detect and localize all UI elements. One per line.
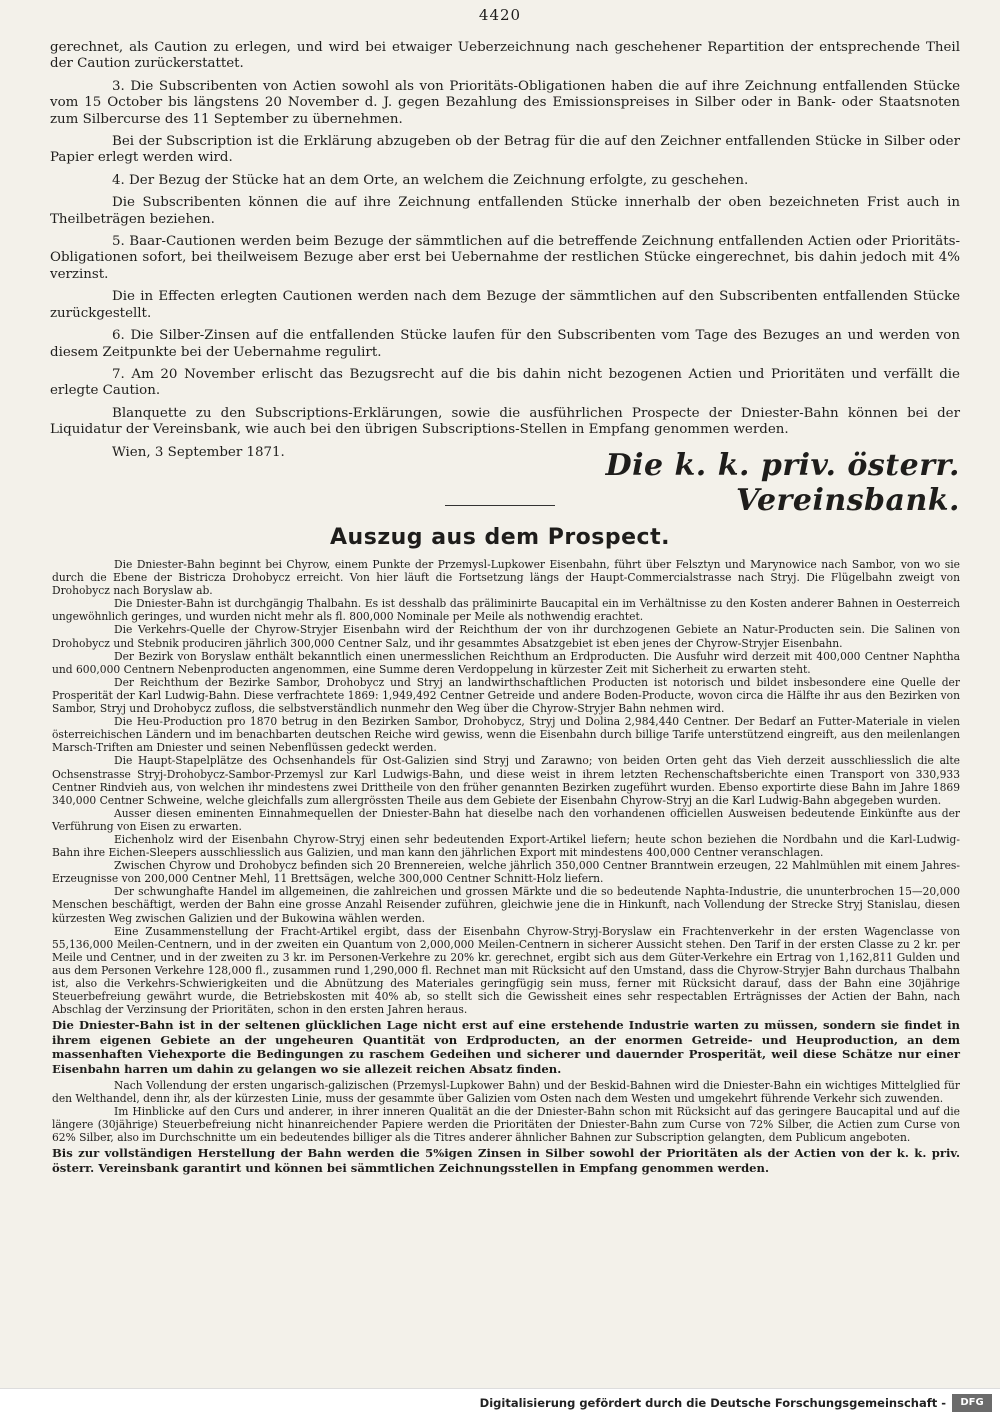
- paragraph: Die Haupt-Stapelplätze des Ochsenhandels für Ost-Galizien sind Stryj und Zarawno; von beiden Orten geht das Vieh derzeit ausschliesslich die alte Ochsenstrasse Stryj-Drohobycz-Sambor-Przemysl zur Karl Ludwigs-Bahn, und diese weist in ihrem letzten Rechenschaftsberichte einen Transport von 330,933 Centner Rindvieh aus, von welchen ihr mindestens zwei Drittheile von den früher genannten Bezirken zugeführt wurden. Ebenso exportirte diese Bahn im Jahre 1869 340,000 Centner Schweine, welche gleichfalls zum allergrössten Theile aus dem Gebiete der Eisenbahn Chyrow-Stryj an die Karl Ludwig-Bahn abgegeben wurden.: [52, 754, 960, 807]
- prospect-excerpt: [52, 558, 960, 1177]
- paragraph: 7. Am 20 November erlischt das Bezugsrecht auf die bis dahin nicht bezogenen Actien und Prioritäten und verfällt die erlegte Caution.: [50, 366, 960, 399]
- paragraph: Die Dniester-Bahn beginnt bei Chyrow, einem Punkte der Przemysl-Lupkower Eisenbahn, führt über Felsztyn und Marynowice nach Sambor, von wo sie durch die Ebene der Bistricza Drohobycz erreicht. Von hier läuft die Fortsetzung längs der Haupt-Commercialstrasse nach Stryj. Die Flügelbahn zweigt von Drohobycz nach Boryslaw ab.: [52, 558, 960, 598]
- paragraph: Im Hinblicke auf den Curs und anderer, in ihrer inneren Qualität an die der Dniester-Bahn schon mit Rücksicht auf das geringere Baucapital und auf die längere (30jährige) Steuerbefreiung nicht hinanreichender Papiere werden die Prioritäten der Dniester-Bahn zum Curse von 72% Silber, die Actien zum Curse von 62% Silber, also im Durchschnitte um ein bedeutendes billiger als die Titres anderer ähnlicher Bahnen zur Subscription gelangten, dem Publicum angeboten.: [52, 1104, 960, 1145]
- digitization-footer: [0, 1388, 1000, 1418]
- paragraph: Bei der Subscription ist die Erklärung abzugeben ob der Betrag für die auf den Zeichner entfallenden Stücke in Silber oder Papier erlegt werden wird.: [50, 134, 960, 166]
- paragraph: Die Heu-Production pro 1870 betrug in den Bezirken Sambor, Drohobycz, Stryj und Dolina 2,984,440 Centner. Der Bedarf an Futter-Materiale in vielen österreichischen Ländern und im benachbarten deutschen Reiche wird gewiss, wenn die Eisenbahn durch billige Tarife unterstützend eingreift, aus den meilenlangen Marsch-Triften am Dniester und seinen Nebenflüssen gedeckt werden.: [52, 715, 960, 755]
- paragraph: 5. Baar-Cautionen werden beim Bezuge der sämmtlichen auf die betreffende Zeichnung entfallenden Actien oder Prioritäts-Obligationen sofort, bei theilweisem Bezuge aber erst bei Uebernahme der restlichen Stücke eingerechnet, bis dahin jedoch mit 4% verzinst.: [50, 234, 960, 282]
- paragraph: 3. Die Subscribenten von Actien sowohl als von Prioritäts-Obligationen haben die auf ihre Zeichnung entfallenden Stücke vom 15 October bis längstens 20 November d. J. gegen Bezahlung des Emissionspreises in Silber oder in Bank- oder Staatsnoten zum Silbercurse des 11 September zu übernehmen.: [50, 78, 960, 127]
- paragraph: Eichenholz wird der Eisenbahn Chyrow-Stryj einen sehr bedeutenden Export-Artikel liefern; heute schon beziehen die Nordbahn und die Karl-Ludwig-Bahn ihre Eichen-Sleepers ausschliesslich aus Galizien, und man kann den jährlichen Export mit mindestens 400,000 Centner veranschlagen.: [52, 832, 960, 860]
- paragraph: Die Dniester-Bahn ist durchgängig Thalbahn. Es ist desshalb das präliminirte Baucapital ein im Verhältnisse zu den Kosten anderer Bahnen in Oesterreich ungewöhnlich geringes, und wurden nicht mehr als fl. 800,000 Nominale per Meile als nothwendig erachtet.: [52, 597, 960, 624]
- subscription-conditions: [50, 40, 960, 461]
- page-number: 4420: [478, 6, 522, 24]
- dfg-logo-icon: DFG: [952, 1394, 992, 1412]
- final-bold-paragraph: Bis zur vollständigen Herstellung der Bahn werden die 5%igen Zinsen in Silber sowohl der Prioritäten als der Actien von der k. k. priv. österr. Vereinsbank garantirt und können bei sämmtlichen Zeichnungsstellen in Empfang genommen werden.: [52, 1146, 960, 1175]
- paragraph: Blanquette zu den Subscriptions-Erklärungen, sowie die ausführlichen Prospecte der Dniester-Bahn können bei der Liquidatur der Vereinsbank, wie auch bei den übrigen Subscriptions-Stellen in Empfang genommen werden.: [50, 405, 960, 438]
- signature: Die k. k. priv. österr. Vereinsbank.: [605, 448, 960, 518]
- paragraph: gerechnet, als Caution zu erlegen, und wird bei etwaiger Ueberzeichnung nach geschehener Repartition der entsprechende Theil der Caution zurückerstattet.: [50, 40, 960, 72]
- paragraph: Nach Vollendung der ersten ungarisch-galizischen (Przemysl-Lupkower Bahn) und der Beskid-Bahnen wird die Dniester-Bahn ein wichtiges Mittelglied für den Welthandel, denn ihr, als der kürzesten Linie, muss der gesammte über Galizien vom Osten nach dem Westen und umgekehrt führende Verkehr sich zuwenden.: [52, 1078, 960, 1105]
- paragraph: Der Reichthum der Bezirke Sambor, Drohobycz und Stryj an landwirthschaftlichen Producten ist notorisch und bildet insbesondere eine Quelle der Prosperität der Karl Ludwig-Bahn. Diese verfrachtete 1869: 1,949,492 Centner Getreide und andere Boden-Producte, wovon circa die Hälfte ihr aus den Bezirken von Sambor, Stryj und Drohobycz zufloss, die selbstverständlich nunmehr den Weg über die Chyrow-Stryjer Bahn nehmen wird.: [52, 675, 960, 716]
- paragraph: Die Subscribenten können die auf ihre Zeichnung entfallenden Stücke innerhalb der oben bezeichneten Frist auch in Theilbeträgen beziehen.: [50, 195, 960, 227]
- footer-credit: Digitalisierung gefördert durch die Deutsche Forschungsgemeinschaft -: [479, 1396, 946, 1410]
- prospect-title: Auszug aus dem Prospect.: [330, 525, 670, 550]
- paragraph: Die Verkehrs-Quelle der Chyrow-Stryjer Eisenbahn wird der Reichthum der von ihr durchzogenen Gebiete an Natur-Producten sein. Die Salinen von Drohobycz und Stebnik produciren jährlich 300,000 Centner Salz, und ihr gesammtes Absatzgebiet ist eben jenes der Chyrow-Stryjer Eisenbahn.: [52, 623, 960, 650]
- date-line: Wien, 3 September 1871.: [112, 444, 285, 460]
- paragraph: Der Bezirk von Boryslaw enthält bekanntlich einen unermesslichen Reichthum an Erdproducten. Die Ausfuhr wird derzeit mit 400,000 Centner Naphtha und 600,000 Centnern Nebenproducten angenommen, eine Summe deren Verdoppelung in kürzester Zeit mit Sicherheit zu erwarten steht.: [52, 649, 960, 676]
- paragraph: Ausser diesen eminenten Einnahmequellen der Dniester-Bahn hat dieselbe nach den vorhandenen officiellen Ausweisen bedeutende Einkünfte aus der Verführung von Eisen zu erwarten.: [52, 806, 960, 833]
- paragraph: 4. Der Bezug der Stücke hat an dem Orte, an welchem die Zeichnung erfolgte, zu geschehen.: [112, 172, 749, 188]
- divider: [445, 505, 555, 506]
- paragraph: 6. Die Silber-Zinsen auf die entfallenden Stücke laufen für den Subscribenten vom Tage des Bezuges an und werden von diesem Zeitpunkte bei der Uebernahme regulirt.: [50, 328, 960, 360]
- paragraph: Die in Effecten erlegten Cautionen werden nach dem Bezuge der sämmtlichen auf den Subscribenten entfallenden Stücke zurückgestellt.: [50, 289, 960, 321]
- paragraph: Der schwunghafte Handel im allgemeinen, die zahlreichen und grossen Märkte und die so bedeutende Naphta-Industrie, die ununterbrochen 15—20,000 Menschen beschäftigt, werden der Bahn eine grosse Anzahl Reisender zuführen, gleichwie jene die in Hinkunft, nach Vollendung der Strecke Stryj Stanislau, diesen kürzesten Weg zwischen Galizien und der Bukowina wählen werden.: [52, 885, 960, 925]
- paragraph: Zwischen Chyrow und Drohobycz befinden sich 20 Brennereien, welche jährlich 350,000 Centner Branntwein erzeugen, 22 Mahlmühlen mit einem Jahres-Erzeugnisse von 200,000 Centner Mehl, 11 Brettsägen, welche 300,000 Centner Schnitt-Holz liefern.: [52, 859, 960, 886]
- bold-paragraph: Die Dniester-Bahn ist in der seltenen glücklichen Lage nicht erst auf eine erstehende Industrie warten zu müssen, sondern sie findet in ihrem eigenen Gebiete an der ungeheuren Quantität von Erdproducten, an der enormen Getreide- und Heuproduction, an dem massenhaften Viehexporte die Bedingungen zu raschem Gedeihen und sicherer und dauernder Prosperität, weil diese Schätze nur einer Eisenbahn harren um dahin zu gelangen wo sie allezeit reichen Absatz finden.: [52, 1018, 960, 1077]
- paragraph: Eine Zusammenstellung der Fracht-Artikel ergibt, dass der Eisenbahn Chyrow-Stryj-Boryslaw ein Frachtenverkehr in der ersten Wagenclasse von 55,136,000 Meilen-Centnern, und in der zweiten ein Quantum von 2,000,000 Meilen-Centnern in sicherer Aussicht stehen. Den Tarif in der ersten Classe zu 2 kr. per Meile und Centner, und in der zweiten zu 3 kr. im Personen-Verkehre zu 20% kr. gerechnet, ergibt sich aus dem Güter-Verkehre ein Ertrag von 1,162,811 Gulden und aus dem Personen Verkehre 128,000 fl., zusammen rund 1,290,000 fl. Rechnet man mit Rücksicht auf den Umstand, dass die Chyrow-Stryjer Bahn durchaus Thalbahn ist, also die Verkehrs-Schwierigkeiten und die Abnützung des Materiales geringfügig sein muss, ferner mit Rücksicht darauf, dass der Bahn eine 30jährige Steuerbefreiung gewährt wurde, die Betriebskosten mit 40% ab, so stellt sich die Gewissheit eines sehr respectablen Erträgnisses der Actien der Bahn, nach Abschlag der Verzinsung der Prioritäten, schon in den ersten Jahren heraus.: [52, 924, 960, 1017]
